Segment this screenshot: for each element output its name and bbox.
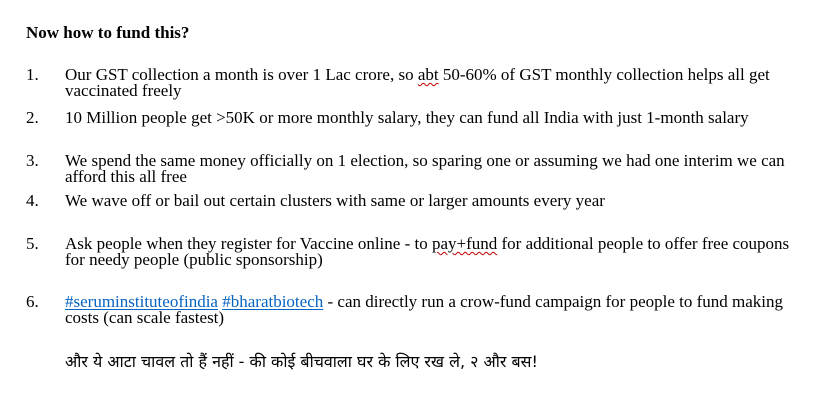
hindi-closing-line: और ये आटा चावल तो हैं नहीं - की कोई बीचवाला घर के लिए रख ले, २ और बस!	[65, 352, 538, 371]
list-number: 2.	[26, 108, 39, 127]
text-segment: for additional people to offer free coupons for needy people (public sponsorship)	[65, 234, 790, 269]
list-number: 4.	[26, 191, 39, 210]
list-number: 5.	[26, 234, 39, 253]
text-segment: Ask people when they register for Vaccine online - to	[65, 234, 432, 253]
section-heading: Now how to fund this?	[26, 23, 190, 42]
list-text: We wave off or bail out certain clusters with same or larger amounts every year	[65, 191, 605, 210]
list-number: 3.	[26, 151, 39, 170]
list-text	[65, 67, 805, 98]
text-segment: Our GST collection a month is over 1 Lac crore, so	[65, 65, 418, 84]
text-segment: 50-60% of GST monthly collection helps all get vaccinated freely	[65, 65, 770, 100]
list-number: 1.	[26, 65, 39, 84]
hashtag-link[interactable]: #bharatbiotech	[222, 292, 324, 311]
spellcheck-word[interactable]: abt	[417, 65, 439, 84]
list-text: We spend the same money officially on 1 election, so sparing one or assuming we had one interim we can afford this all free	[65, 151, 785, 186]
hashtag-link[interactable]: #seruminstituteofindia	[65, 292, 218, 311]
list-text: 10 Million people get >50K or more monthly salary, they can fund all India with just 1-month salary	[65, 108, 749, 127]
spellcheck-word[interactable]: pay+fund	[431, 234, 498, 253]
list-text	[65, 294, 805, 325]
list-number: 6.	[26, 292, 39, 311]
list-text	[65, 236, 805, 267]
text-segment: - can directly run a crow-fund campaign for people to fund making costs (can scale fastest)	[65, 292, 784, 327]
